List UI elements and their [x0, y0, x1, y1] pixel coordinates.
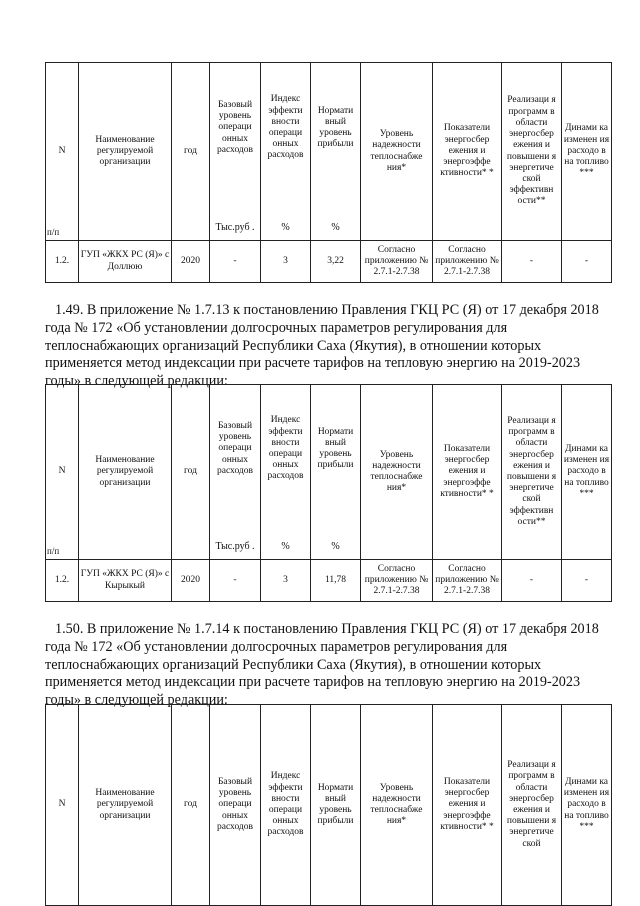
para-line: года № 172 «Об установлении долгосрочных параметров регулирования для: [45, 638, 508, 655]
header-base: Базовый уровень операци онных расходов Тыс.руб .: [210, 385, 261, 560]
cell-index: 3: [261, 241, 311, 283]
cell-program: -: [502, 560, 562, 602]
header-dyn: Динами ка изменен ия расходо в на топливо ***: [562, 385, 612, 560]
header-dyn: Динами ка изменен ия расходо в на топливо ***: [562, 63, 612, 241]
table-1: [45, 62, 612, 283]
header-n: N: [46, 705, 79, 906]
unit-base: Тыс.руб .: [215, 541, 255, 553]
cell-year: 2020: [172, 241, 210, 283]
cell-n: 1.2.: [46, 241, 79, 283]
cell-base: -: [210, 241, 261, 283]
para-line: 1.49. В приложение № 1.7.13 к постановлению Правления ГКЦ РС (Я) от 17 декабря 2018: [55, 302, 599, 318]
header-energy: Показатели энергосбер ежения и энергоэффе ктивности* *: [433, 385, 502, 560]
header-energy: Показатели энергосбер ежения и энергоэффе ктивности* *: [433, 705, 502, 906]
cell-energy: Согласно приложению № 2.7.1-2.7.38: [433, 241, 502, 283]
header-reliab: Уровень надежности теплоснабже ния*: [361, 705, 433, 906]
header-np: п/п: [47, 546, 60, 557]
para-line: годы» в следующей редакции:: [45, 692, 228, 709]
header-n: N п/п: [46, 385, 79, 560]
header-reliab: Уровень надежности теплоснабже ния*: [361, 63, 433, 241]
header-base: Базовый уровень операци онных расходов: [210, 705, 261, 906]
header-energy: Показатели энергосбер ежения и энергоэффе ктивности* *: [433, 63, 502, 241]
unit-base: Тыс.руб .: [215, 222, 255, 234]
table-3: [45, 704, 612, 906]
cell-n: 1.2.: [46, 560, 79, 602]
cell-energy: Согласно приложению № 2.7.1-2.7.38: [433, 560, 502, 602]
cell-year: 2020: [172, 560, 210, 602]
para-line: теплоснабжающих организаций Республики Саха (Якутия), в отношении которых: [45, 337, 542, 354]
cell-norm: 11,78: [311, 560, 361, 602]
cell-norm: 3,22: [311, 241, 361, 283]
header-year: год: [172, 385, 210, 560]
cell-org: ГУП «ЖКХ РС (Я)» с Доллюю: [79, 241, 172, 283]
cell-index: 3: [261, 560, 311, 602]
header-year: год: [172, 63, 210, 241]
table-row: [46, 560, 612, 602]
cell-reliab: Согласно приложению № 2.7.1-2.7.38: [361, 241, 433, 283]
header-norm: Нормати вный уровень прибыли %: [311, 385, 361, 560]
para-line: года № 172 «Об установлении долгосрочных параметров регулирования для: [45, 319, 508, 336]
header-program: Реализаци я программ в области энергосбер ежения и повышени я энергетиче ской: [502, 705, 562, 906]
header-org: Наименование регулируемой организации: [79, 705, 172, 906]
para-line: годы» в следующей редакции:: [45, 373, 228, 390]
header-norm: Нормати вный уровень прибыли %: [311, 63, 361, 241]
header-dyn: Динами ка изменен ия расходо в на топливо ***: [562, 705, 612, 906]
header-org: Наименование регулируемой организации: [79, 63, 172, 241]
unit-pct-1: %: [281, 541, 290, 553]
para-line: теплоснабжающих организаций Республики Саха (Якутия), в отношении которых: [45, 656, 542, 673]
header-org: Наименование регулируемой организации: [79, 385, 172, 560]
header-reliab: Уровень надежности теплоснабже ния*: [361, 385, 433, 560]
header-index: Индекс эффекти вности операци онных расходов: [261, 705, 311, 906]
para-line: 1.50. В приложение № 1.7.14 к постановлению Правления ГКЦ РС (Я) от 17 декабря 2018: [55, 621, 599, 637]
header-np: п/п: [47, 227, 60, 238]
unit-pct-1: %: [281, 222, 290, 234]
cell-program: -: [502, 241, 562, 283]
header-n: N п/п: [46, 63, 79, 241]
paragraph-1-50: [45, 621, 605, 710]
cell-org: ГУП «ЖКХ РС (Я)» с Кырыкый: [79, 560, 172, 602]
table-row: [46, 241, 612, 283]
para-line: применяется метод индексации при расчете тарифов на тепловую энергию на 2019-2023: [45, 674, 581, 691]
cell-reliab: Согласно приложению № 2.7.1-2.7.38: [361, 560, 433, 602]
cell-dyn: -: [562, 241, 612, 283]
header-program: Реализаци я программ в области энергосбер ежения и повышени я энергетиче ской эффективн ости**: [502, 385, 562, 560]
cell-dyn: -: [562, 560, 612, 602]
header-index: Индекс эффекти вности операци онных расходов %: [261, 385, 311, 560]
unit-pct-2: %: [331, 541, 340, 553]
para-line: применяется метод индексации при расчете тарифов на тепловую энергию на 2019-2023: [45, 355, 581, 372]
header-base: Базовый уровень операци онных расходов Тыс.руб .: [210, 63, 261, 241]
cell-base: -: [210, 560, 261, 602]
header-norm: Нормати вный уровень прибыли: [311, 705, 361, 906]
paragraph-1-49: [45, 302, 605, 391]
header-program: Реализаци я программ в области энергосбер ежения и повышени я энергетиче ской эффективн ости**: [502, 63, 562, 241]
header-index: Индекс эффекти вности операци онных расходов %: [261, 63, 311, 241]
unit-pct-2: %: [331, 222, 340, 234]
table-2: [45, 384, 612, 602]
header-year: год: [172, 705, 210, 906]
